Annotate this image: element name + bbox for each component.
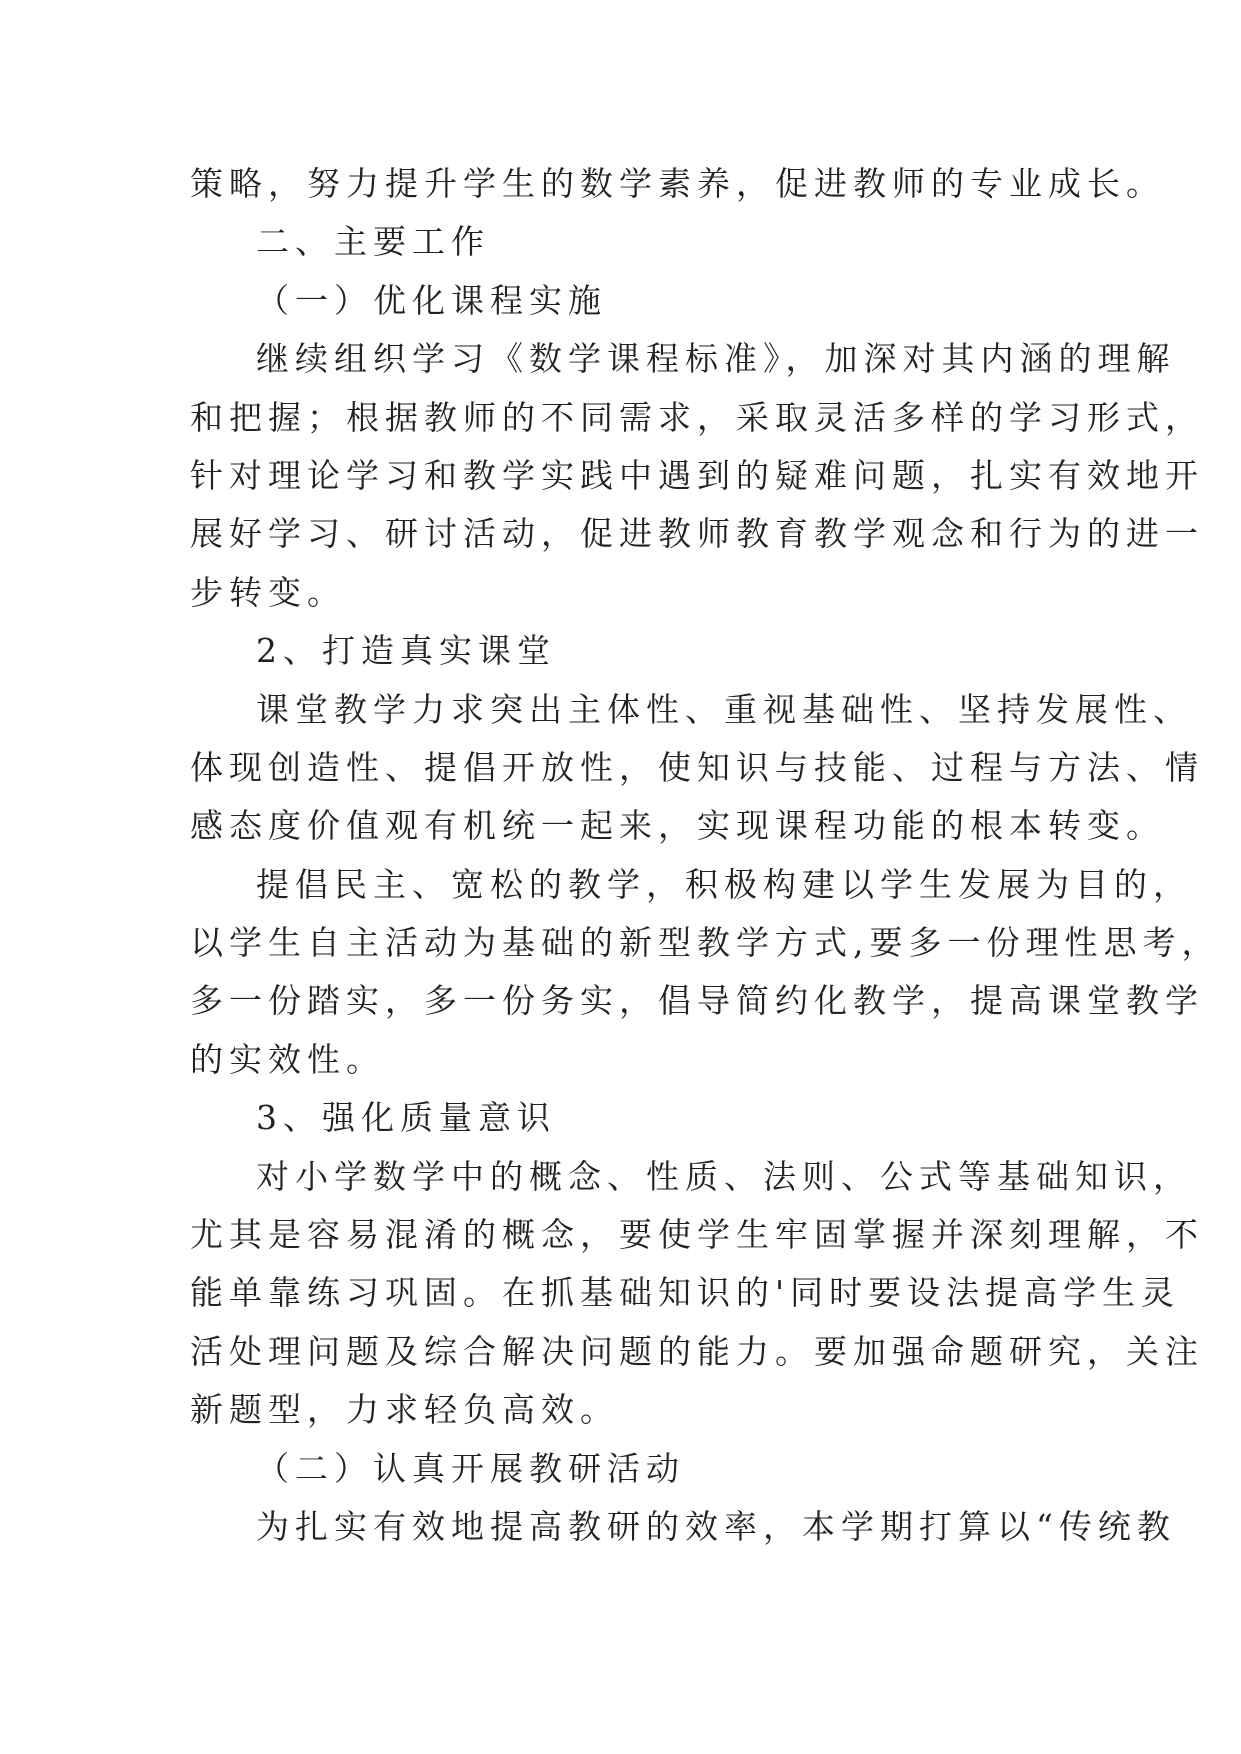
text-line: 针对理论学习和教学实践中遇到的疑难问题，扎实有效地开 <box>190 455 1204 495</box>
subsection-heading: （一）优化课程实施 <box>256 280 607 320</box>
text-line: 活处理问题及综合解决问题的能力。要加强命题研究，关注 <box>190 1331 1204 1371</box>
text-line: 尤其是容易混淆的概念，要使学生牢固掌握并深刻理解，不 <box>190 1215 1204 1255</box>
text-line: 提倡民主、宽松的教学，积极构建以学生发展为目的， <box>256 864 1192 904</box>
text-line: 的实效性。 <box>190 1039 385 1079</box>
text-line: 策略，努力提升学生的数学素养，促进教师的专业成长。 <box>190 164 1165 203</box>
text-line: 新题型，力求轻负高效。 <box>190 1390 619 1430</box>
text-line: 能单靠练习巩固。在抓基础知识的'同时要设法提高学生灵 <box>190 1273 1181 1313</box>
text-line: 展好学习、研讨活动，促进教师教育教学观念和行为的进一 <box>190 514 1204 554</box>
section-heading: 二、主要工作 <box>256 222 490 262</box>
item-heading: 2、打造真实课堂 <box>256 631 556 671</box>
subsection-heading: （二）认真开展教研活动 <box>256 1448 685 1488</box>
document-body <box>190 155 1221 1556</box>
text-line: 感态度价值观有机统一起来，实现课程功能的根本转变。 <box>190 806 1165 846</box>
text-line: 体现创造性、提倡开放性，使知识与技能、过程与方法、情 <box>190 747 1204 787</box>
text-line: 多一份踏实，多一份务实，倡导简约化教学，提高课堂教学 <box>190 981 1204 1021</box>
text-line: 步转变。 <box>190 572 346 612</box>
text-line: 为扎实有效地提高教研的效率，本学期打算以“传统教 <box>256 1506 1176 1546</box>
text-line: 继续组织学习《数学课程标准》，加深对其内涵的理解 <box>256 339 1176 379</box>
text-line: 以学生自主活动为基础的新型教学方式,要多一份理性思考， <box>190 923 1221 963</box>
item-heading: 3、强化质量意识 <box>256 1098 556 1138</box>
text-line: 和把握；根据教师的不同需求，采取灵活多样的学习形式， <box>190 397 1204 437</box>
text-line: 对小学数学中的概念、性质、法则、公式等基础知识， <box>256 1156 1192 1196</box>
text-line: 课堂教学力求突出主体性、重视基础性、坚持发展性、 <box>256 689 1192 729</box>
